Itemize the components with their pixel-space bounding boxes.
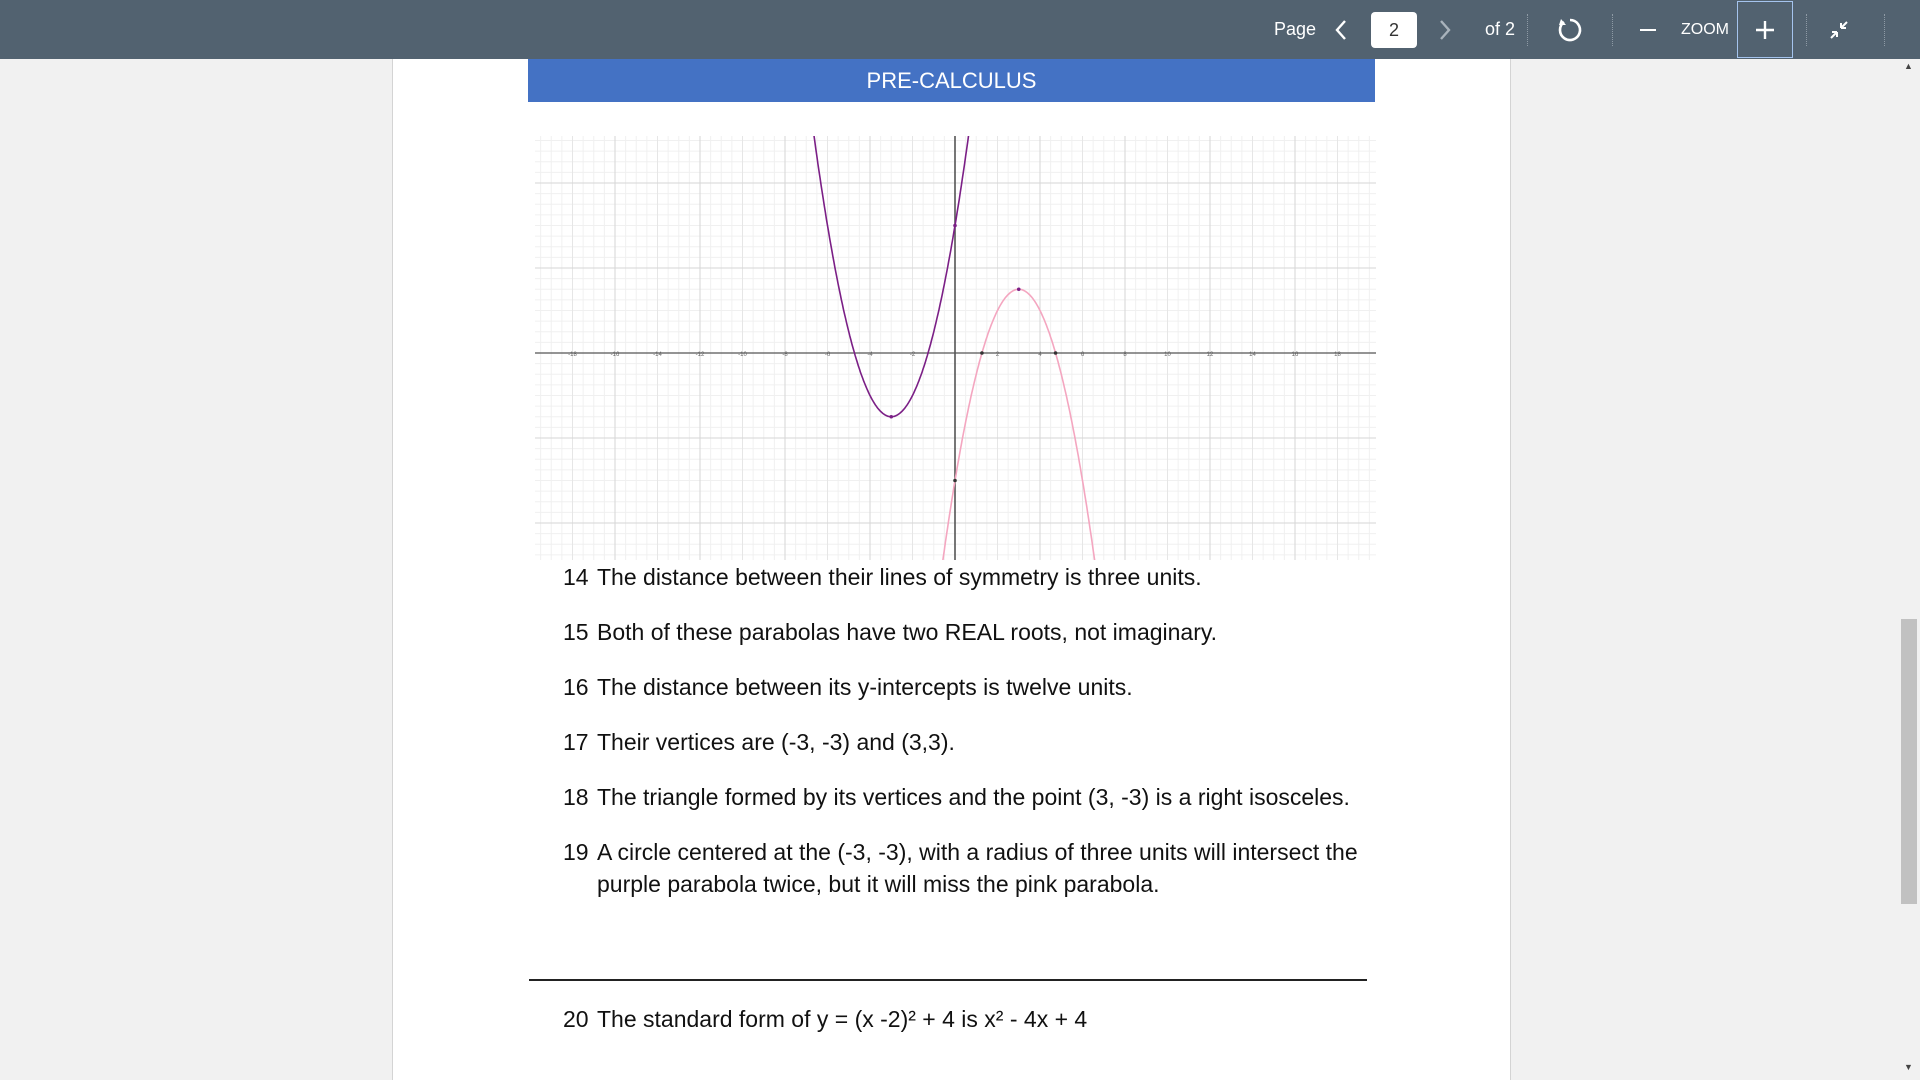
- toolbar-divider: [1527, 14, 1528, 46]
- page-label: Page: [1273, 19, 1317, 39]
- statement-number: 19: [563, 839, 589, 865]
- x-tick-label: -6: [824, 352, 831, 358]
- x-tick-label: 4: [1038, 352, 1042, 358]
- statement-item: [563, 836, 1383, 900]
- statement-text: Both of these parabolas have two REAL roots, not imaginary.: [597, 619, 1218, 645]
- scroll-up-arrow-icon[interactable]: ▲: [1904, 61, 1913, 71]
- x-tick-label: 2: [995, 352, 1000, 358]
- graph-point: [980, 351, 984, 355]
- statement-text: The distance between their lines of symmetry is three units.: [597, 564, 1202, 590]
- x-tick-label: -14: [653, 352, 662, 358]
- x-tick-label: 14: [1249, 352, 1256, 358]
- x-tick-label: 18: [1334, 352, 1341, 358]
- collapse-icon: [1827, 18, 1851, 42]
- x-tick-label: -2: [909, 352, 916, 358]
- statement-text: The distance between its y-intercepts is twelve units.: [597, 674, 1133, 700]
- graph-point: [1054, 351, 1058, 355]
- statement-item: [563, 671, 1383, 703]
- statement-item: [563, 616, 1383, 648]
- x-tick-label: 12: [1206, 352, 1214, 358]
- viewer-toolbar: [0, 0, 1920, 59]
- x-tick-label: 8: [1123, 352, 1127, 358]
- section-banner: PRE-CALCULUS: [528, 59, 1375, 102]
- statement-number: 20: [563, 1006, 589, 1032]
- statement-list: [563, 561, 1383, 923]
- x-tick-label: -4: [867, 352, 873, 358]
- page-number-input[interactable]: 2: [1371, 12, 1417, 48]
- statement-text: A circle centered at the (-3, -3), with a radius of three units will intersect the purple parabola twice, but it will miss the pink parabola.: [597, 839, 1358, 897]
- zoom-out-button[interactable]: [1632, 0, 1664, 59]
- statement-item: [563, 726, 1383, 758]
- minus-icon: [1638, 20, 1658, 40]
- document-viewer[interactable]: [0, 59, 1920, 1080]
- scroll-down-arrow-icon[interactable]: ▼: [1904, 1062, 1913, 1072]
- answer-rule-line: [529, 979, 1367, 981]
- plus-icon: [1754, 19, 1776, 41]
- statement-number: 16: [563, 674, 589, 700]
- graph-point: [1017, 287, 1021, 291]
- x-tick-label: 6: [1080, 352, 1085, 358]
- toolbar-divider: [1806, 14, 1807, 46]
- statement-item: [563, 561, 1383, 593]
- graph-point: [953, 224, 957, 228]
- x-tick-label: -18: [568, 352, 577, 358]
- statement-text: Their vertices are (-3, -3) and (3,3).: [597, 729, 955, 755]
- statement-item: [563, 1003, 1087, 1035]
- exit-fullscreen-button[interactable]: [1815, 0, 1863, 59]
- statement-text: The triangle formed by its vertices and the point (3, -3) is a right isosceles.: [597, 784, 1350, 810]
- toolbar-divider: [1612, 14, 1613, 46]
- statement-number: 17: [563, 729, 589, 755]
- graph-point: [889, 415, 893, 419]
- rotate-button[interactable]: [1548, 0, 1592, 59]
- chevron-right-icon: [1438, 18, 1452, 42]
- x-tick-label: -12: [695, 352, 705, 358]
- statement-number: 14: [563, 564, 589, 590]
- x-tick-label: -16: [610, 352, 620, 358]
- vertical-scrollbar[interactable]: [1897, 59, 1920, 1080]
- statement-number: 15: [563, 619, 589, 645]
- page-count-label: of 2: [1484, 19, 1516, 39]
- x-tick-label: 16: [1291, 352, 1299, 358]
- statement-item: [563, 781, 1383, 813]
- chevron-left-icon: [1334, 18, 1348, 42]
- zoom-in-button[interactable]: [1737, 1, 1793, 58]
- previous-page-button[interactable]: [1326, 0, 1356, 59]
- x-tick-label: -8: [782, 352, 788, 358]
- document-page: [392, 59, 1511, 1080]
- rotate-icon: [1556, 16, 1584, 44]
- zoom-label: ZOOM: [1681, 20, 1729, 38]
- toolbar-divider: [1884, 14, 1885, 46]
- scrollbar-thumb[interactable]: [1901, 619, 1917, 904]
- x-tick-label: -10: [738, 352, 747, 358]
- graph-point: [953, 479, 957, 483]
- statement-text: The standard form of y = (x -2)² + 4 is x² - 4x + 4: [597, 1006, 1088, 1032]
- statement-number: 18: [563, 784, 589, 810]
- parabola-graph: [535, 136, 1376, 560]
- x-tick-label: 10: [1164, 352, 1171, 358]
- next-page-button[interactable]: [1430, 0, 1460, 59]
